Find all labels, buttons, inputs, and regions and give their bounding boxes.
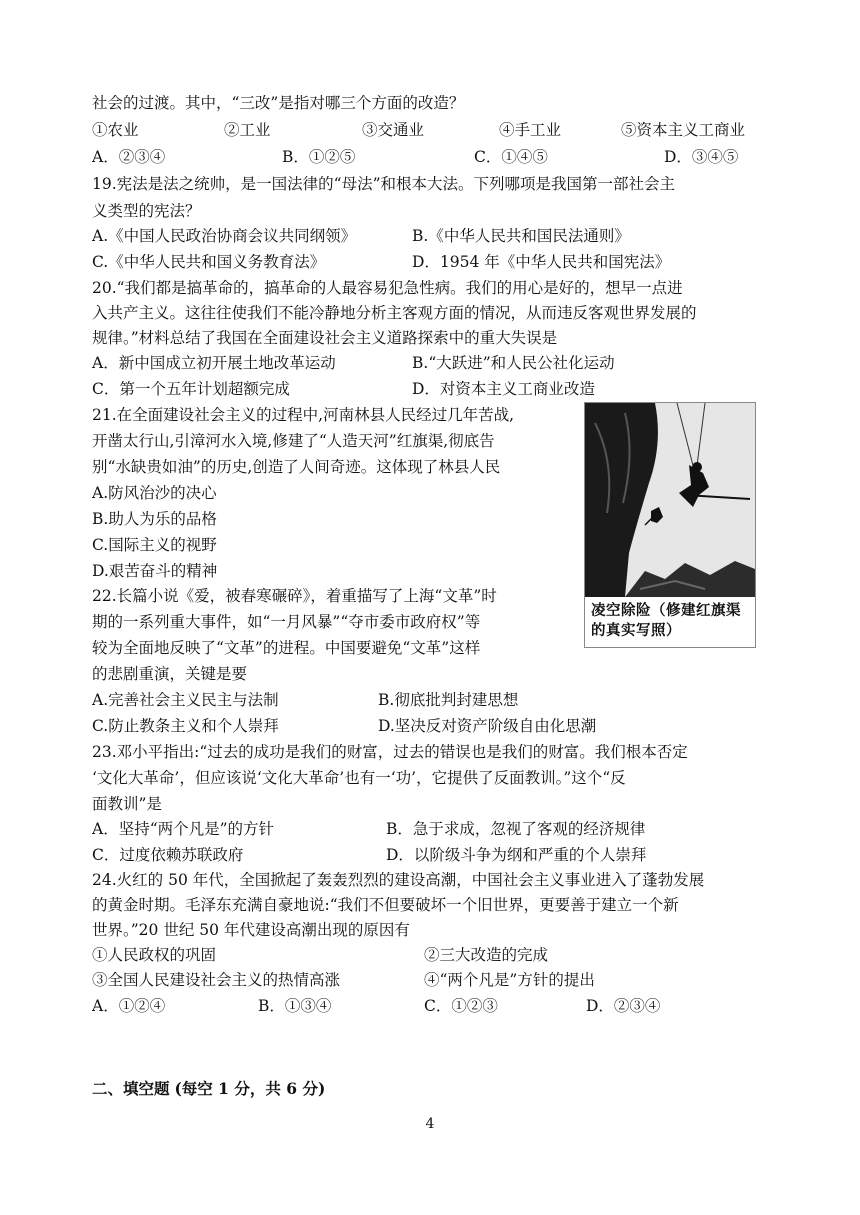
- photo-caption: 凌空除险（修建红旗渠的真实写照）: [591, 603, 741, 639]
- q18-option-d: D．③④⑤: [664, 148, 739, 166]
- q21-option-b: B.助人为乐的品格: [92, 510, 217, 528]
- cliff-climbers-illustration: [585, 403, 755, 597]
- q19-stem-line-2: 义类型的宪法？: [92, 202, 201, 220]
- q20-stem-line-2: 入共产主义。这往往使我们不能冷静地分析主客观方面的情况，从而违反客观世界发展的: [92, 304, 697, 322]
- q24-item-1: ①人民政权的巩固: [92, 946, 217, 964]
- q20-option-d: D．对资本主义工商业改造: [412, 380, 595, 398]
- q24-option-c: C．①②③: [424, 997, 498, 1015]
- q18-item-5: ⑤资本主义工商业: [621, 121, 746, 139]
- q23-stem-line-2: ‘文化大革命’，但应该说‘文化大革命’也有一‘功’，它提供了反面教训。”这个“反: [92, 769, 626, 787]
- q18-option-b: B．①②⑤: [282, 148, 356, 166]
- q22-stem-line-4: 的悲剧重演，关键是要: [92, 665, 248, 683]
- q23-option-c: C．过度依赖苏联政府: [92, 846, 244, 864]
- q18-item-4: ④手工业: [499, 121, 562, 139]
- q23-stem-line-3: 面教训”是: [92, 795, 162, 813]
- q19-option-c: C.《中华人民共和国义务教育法》: [92, 253, 326, 271]
- q21-stem-line-2: 开凿太行山,引漳河水入境,修建了“人造天河”红旗渠,彻底告: [92, 432, 495, 450]
- q23-option-a: A．坚持“两个凡是”的方针: [92, 820, 275, 838]
- q18-item-3: ③交通业: [362, 121, 425, 139]
- q21-stem-line-3: 别“水缺贵如油”的历史,创造了人间奇迹。这体现了林县人民: [92, 458, 501, 476]
- q24-item-4: ④“两个凡是”方针的提出: [424, 971, 595, 989]
- q22-option-a: A.完善社会主义民主与法制: [92, 691, 279, 709]
- q22-stem-line-2: 期的一系列重大事件，如“一月风暴”“夺市委市政府权”等: [92, 613, 481, 631]
- section-heading: [92, 1078, 325, 1100]
- q18-option-c: C．①④⑤: [474, 148, 548, 166]
- q22-option-c: C.防止教条主义和个人崇拜: [92, 717, 279, 735]
- q24-stem-line-2: 的黄金时期。毛泽东充满自豪地说:“我们不但要破坏一个旧世界，更要善于建立一个新: [92, 896, 679, 914]
- section-title: 二、填空题: [92, 1079, 170, 1098]
- q20-option-b: B.“大跃进”和人民公社化运动: [412, 354, 615, 372]
- q24-stem-line-1: 24.火红的 50 年代，全国掀起了轰轰烈烈的建设高潮，中国社会主义事业进入了蓬勃发展: [92, 871, 705, 889]
- q24-option-d: D．②③④: [586, 997, 661, 1015]
- q20-stem-line-3: 规律。”材料总结了我国在全面建设社会主义道路探索中的重大失误是: [92, 329, 558, 347]
- q24-stem-line-3: 世界。”20 世纪 50 年代建设高潮出现的原因有: [92, 921, 410, 939]
- q24-option-b: B．①③④: [258, 997, 332, 1015]
- q19-stem-line-1: 19.宪法是法之统帅，是一国法律的“母法”和根本大法。下列哪项是我国第一部社会主: [92, 175, 676, 193]
- q22-option-d: D.坚决反对资产阶级自由化思潮: [378, 717, 597, 735]
- q18-option-a: A．②③④: [92, 148, 166, 166]
- page-number: 4: [425, 1116, 435, 1132]
- q21-option-a: A.防风治沙的决心: [92, 484, 217, 502]
- q24-item-2: ②三大改造的完成: [424, 946, 549, 964]
- q23-option-b: B．急于求成，忽视了客观的经济规律: [386, 820, 646, 838]
- q18-stem-continuation: 社会的过渡。其中，“三改”是指对哪三个方面的改造？: [92, 94, 465, 112]
- q21-option-c: C.国际主义的视野: [92, 536, 217, 554]
- q20-option-a: A．新中国成立初开展土地改革运动: [92, 354, 336, 372]
- q18-item-2: ②工业: [224, 121, 271, 139]
- red-flag-canal-photo: [584, 402, 756, 648]
- q19-option-b: B.《中华人民共和国民法通则》: [412, 227, 630, 245]
- q20-stem-line-1: 20.“我们都是搞革命的，搞革命的人最容易犯急性病。我们的用心是好的，想早一点进: [92, 279, 683, 297]
- q22-option-b: B.彻底批判封建思想: [378, 691, 519, 709]
- q23-stem-line-1: 23.邓小平指出:“过去的成功是我们的财富，过去的错误也是我们的财富。我们根本否定: [92, 743, 688, 761]
- q24-item-3: ③全国人民建设社会主义的热情高涨: [92, 971, 341, 989]
- section-score-note: (每空 1 分，共 6 分): [174, 1079, 326, 1098]
- q19-option-d: D．1954 年《中华人民共和国宪法》: [412, 253, 671, 271]
- q24-option-a: A．①②④: [92, 997, 166, 1015]
- q22-stem-line-3: 较为全面地反映了“文革”的进程。中国要避免“文革”这样: [92, 639, 481, 657]
- q18-item-1: ①农业: [92, 121, 139, 139]
- q23-option-d: D．以阶级斗争为纲和严重的个人崇拜: [386, 846, 647, 864]
- q20-option-c: C．第一个五年计划超额完成: [92, 380, 290, 398]
- q21-stem-line-1: 21.在全面建设社会主义的过程中,河南林县人民经过几年苦战,: [92, 406, 515, 424]
- q19-option-a: A.《中国人民政治协商会议共同纲领》: [92, 227, 357, 245]
- q21-option-d: D.艰苦奋斗的精神: [92, 562, 218, 580]
- q22-stem-line-1: 22.长篇小说《爱，被春寒碾碎》，着重描写了上海“文革”时: [92, 587, 497, 605]
